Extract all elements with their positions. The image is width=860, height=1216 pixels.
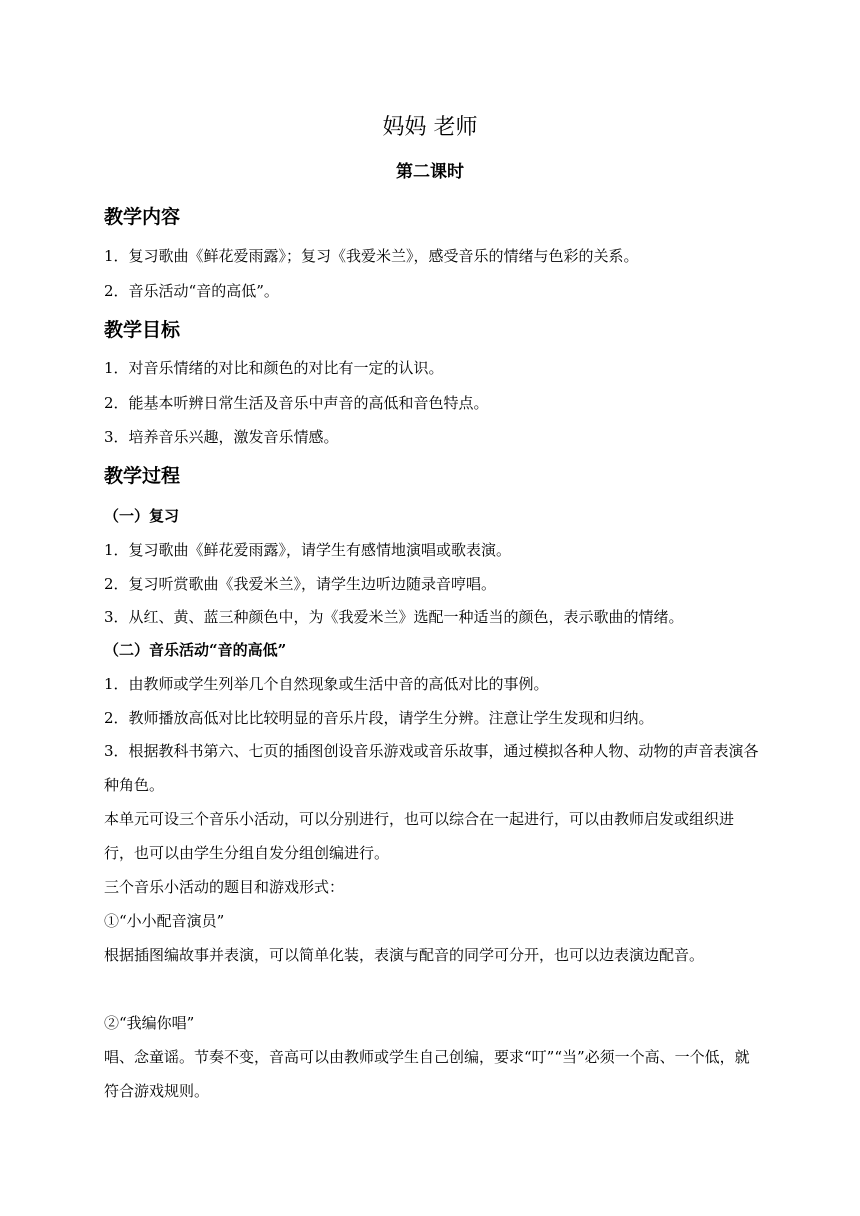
activity-1-title: ①“小小配音演员” [104,912,225,930]
activities-list-intro: 三个音乐小活动的题目和游戏形式： [104,878,345,896]
document-title: 妈妈 老师 [382,115,478,140]
section-heading-process: 教学过程 [104,465,181,487]
lesson-subtitle: 第二课时 [396,162,464,182]
activity-item-2: 2．教师播放高低对比比较明显的音乐片段，请学生分辨。注意让学生发现和归纳。 [104,709,654,727]
activity-item-1: 1．由教师或学生列举几个自然现象或生活中音的高低对比的事例。 [104,675,549,693]
content-item-1: 1．复习歌曲《鲜花爱雨露》；复习《我爱米兰》，感受音乐的情绪与色彩的关系。 [104,247,639,265]
activity-2-title: ②“我编你唱” [104,1014,195,1032]
goal-item-2: 2．能基本听辨日常生活及音乐中声音的高低和音色特点。 [104,394,489,412]
activities-intro-paragraph: 本单元可设三个音乐小活动，可以分别进行，也可以综合在一起进行，可以由教师启发或组织进行，也可以由学生分组自发分组创编进行。 [104,810,735,862]
part-heading-review: （一）复习 [104,507,180,525]
activity-1-description: 根据插图编故事并表演，可以简单化装，表演与配音的同学可分开，也可以边表演边配音。 [104,946,705,964]
section-heading-content: 教学内容 [104,206,181,228]
activity-item-3: 3．根据教科书第六、七页的插图创设音乐游戏或音乐故事，通过模拟各种人物、动物的声音表演各种角色。 [104,742,759,794]
review-item-2: 2．复习听赏歌曲《我爱米兰》，请学生边听边随录音哼唱。 [104,575,497,593]
review-item-3: 3．从红、黄、蓝三种颜色中，为《我爱米兰》选配一种适当的颜色，表示歌曲的情绪。 [104,608,684,626]
activity-2-description: 唱、念童谣。节奏不变，音高可以由教师或学生自己创编，要求“叮”“当”必须一个高、一个低，就符合游戏规则。 [104,1048,750,1100]
goal-item-3: 3．培养音乐兴趣，激发音乐情感。 [104,428,339,446]
part-heading-activity: （二）音乐活动“音的高低” [104,641,287,659]
section-heading-goals: 教学目标 [104,319,181,341]
goal-item-1: 1．对音乐情绪的对比和颜色的对比有一定的认识。 [104,359,444,377]
review-item-1: 1．复习歌曲《鲜花爱雨露》，请学生有感情地演唱或歌表演。 [104,541,512,559]
content-item-2: 2．音乐活动“音的高低”。 [104,282,279,300]
